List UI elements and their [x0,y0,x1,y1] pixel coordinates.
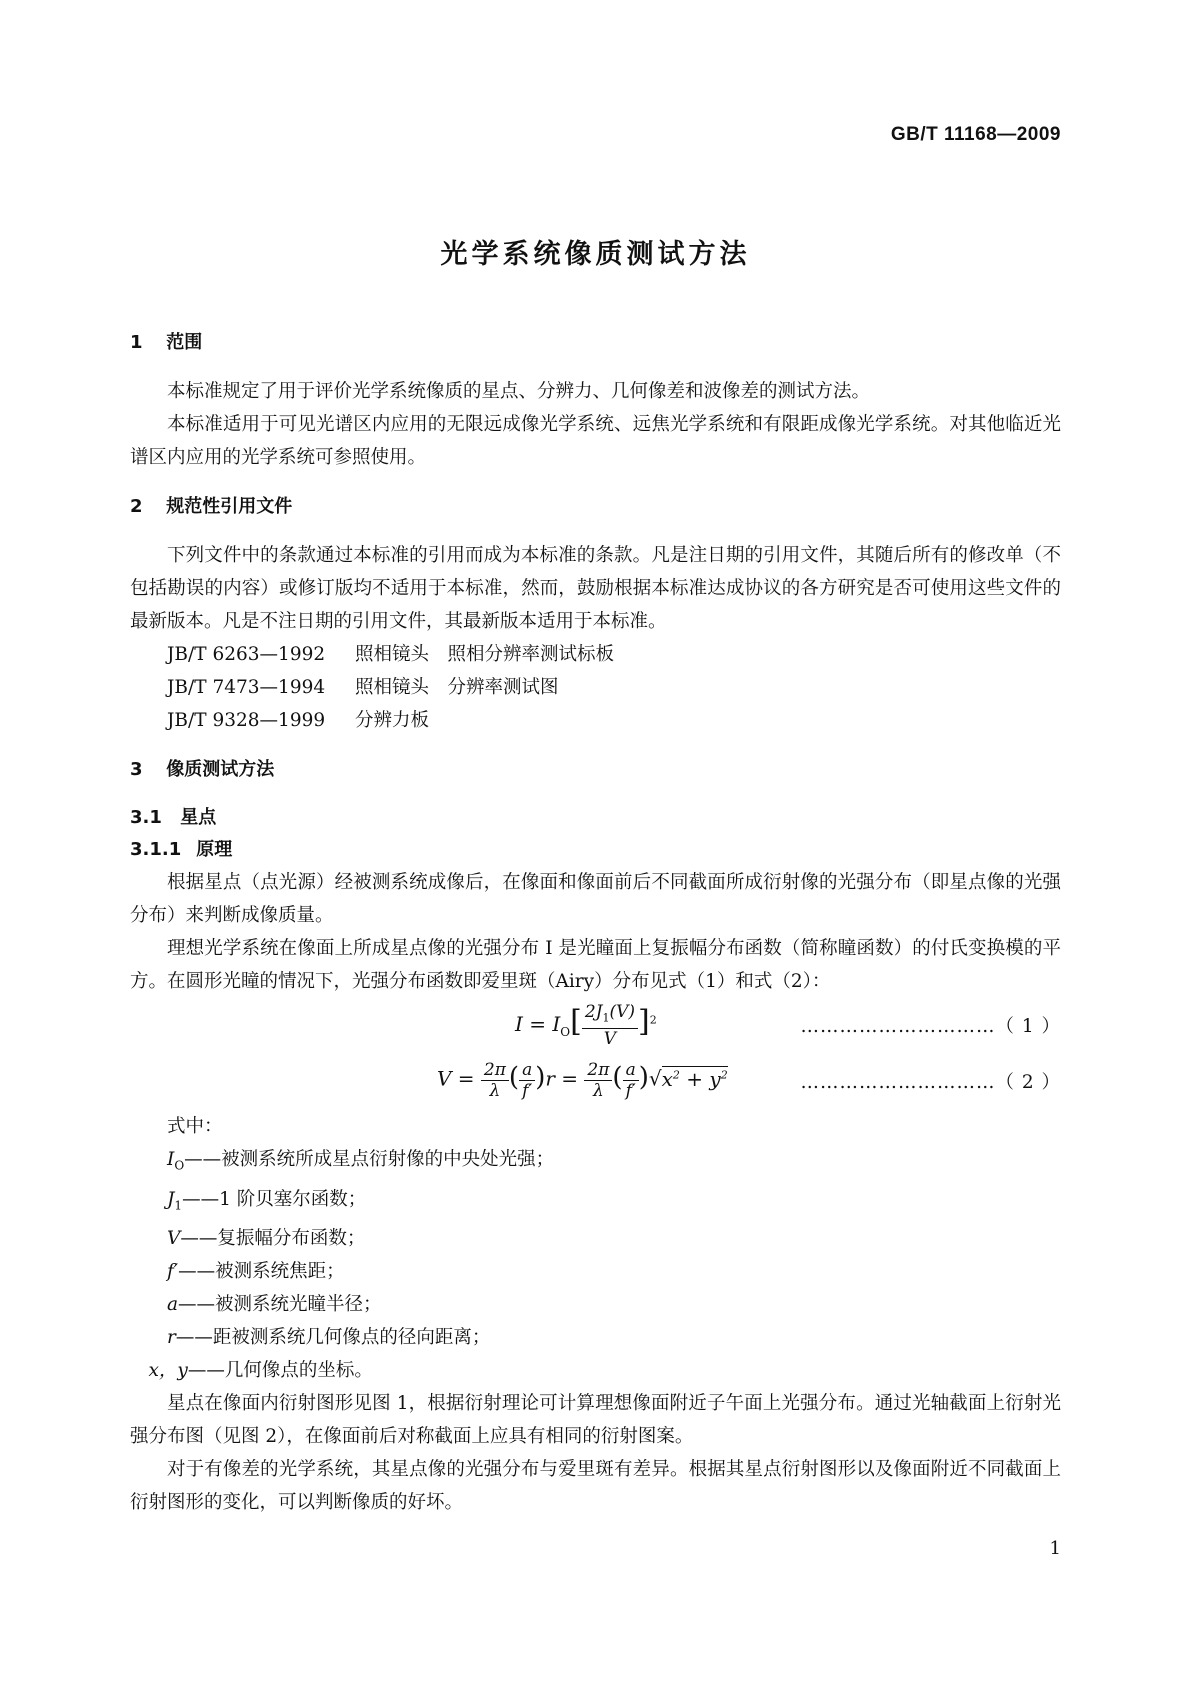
symbol-desc: ——被测系统焦距； [178,1261,345,1283]
section-number: 3.1 [130,807,162,828]
symbol-desc: ——被测系统所成星点衍射像的中央处光强； [184,1149,555,1170]
document-body [130,326,1061,1519]
standard-number: GB/T 11168—2009 [890,124,1061,145]
paragraph: 本标准规定了用于评价光学系统像质的星点、分辨力、几何像差和波像差的测试方法。 [167,381,871,402]
reference-item [130,671,1061,704]
reference-code: JB/T 7473—1994 [167,677,326,698]
section-number: 3.1.1 [130,839,182,860]
reference-title: 照相镜头 照相分辨率测试标板 [355,644,615,665]
symbol-desc: ——被测系统光瞳半径； [178,1294,382,1316]
section-number: 3 [130,759,143,780]
symbol-item [167,1143,1061,1183]
paragraph: 本标准适用于可见光谱区内应用的无限远成像光学系统、远焦光学系统和有限距成像光学系统。对其他临近光谱区内应用的光学系统可参照使用。 [130,414,1061,468]
section-title: 星点 [180,807,217,828]
symbol-item [167,1321,1061,1354]
symbol-desc: ——距被测系统几何像点的径向距离； [175,1327,491,1349]
symbol: a [167,1294,179,1316]
reference-code: JB/T 9328—1999 [167,710,326,731]
document-title: 光学系统像质测试方法 [440,239,751,270]
section-title: 原理 [196,839,233,860]
amplitude-formula: V = $\frac{2\pi}{\lambda}$ ( $\frac{a}{f'}$ )r = $\frac{2\pi}{\lambda}$ ( $\frac{a}{f'}$ )$√x^2 + y^2$ [437,1059,728,1101]
equation-number: …………………………（ 2 ） [800,1072,1061,1093]
symbol-item [167,1183,1061,1223]
symbol: V [167,1228,181,1250]
symbol-desc: ——几何像点的坐标。 [187,1360,373,1382]
symbol-desc: ——复振幅分布函数； [180,1228,366,1250]
symbol: $J_1$ [167,1188,183,1213]
reference-title: 照相镜头 分辨率测试图 [355,677,559,698]
paragraph: 根据星点（点光源）经被测系统成像后，在像面和像面前后不同截面所成衍射像的光强分布（即星点像的光强分布）来判断成像质量。 [130,872,1061,926]
symbol: f′ [167,1261,179,1283]
symbol: x，y [148,1360,188,1382]
reference-code: JB/T 6263—1992 [167,644,326,665]
symbol-item [167,1222,1061,1255]
section-title: 像质测试方法 [166,759,275,780]
equation-1 [130,998,1061,1054]
section-number: 1 [130,332,143,353]
paragraph: 星点在像面内衍射图形见图 1，根据衍射理论可计算理想像面附近子午面上光强分布。通过光轴截面上衍射光强分布图（见图 2），在像面前后对称截面上应具有相同的衍射图案。 [130,1393,1061,1448]
paragraph: 下列文件中的条款通过本标准的引用而成为本标准的条款。凡是注日期的引用文件，其随后所有的修改单（不包括勘误的内容）或修订版均不适用于本标准，然而，鼓励根据本标准达成协议的各方研究是否可使用这些文件的最新版本。凡是不注日期的引用文件，其最新版本适用于本标准。 [130,545,1061,632]
page-number: 1 [1049,1538,1061,1559]
symbol-item [149,1354,1062,1387]
section-3-1-heading [130,802,1061,834]
symbol-item [167,1255,1061,1288]
reference-title: 分辨力板 [355,710,430,731]
section-2-heading [130,490,1061,523]
symbol-list [130,1143,1061,1387]
paragraph: 理想光学系统在像面上所成星点像的光强分布 I 是光瞳面上复振幅分布函数（简称瞳函数）的付氏变换模的平方。在圆形光瞳的情况下，光强分布函数即爱里斑（Airy）分布见式（1）和式（2）： [130,938,1061,992]
section-3-heading [130,753,1061,786]
symbol-item [167,1288,1061,1321]
reference-item [130,704,1061,737]
airy-intensity-formula: $I = I_O$[ $\frac{2J_1(V)}{V}$ ]$^2$ [515,1002,657,1050]
paragraph: 对于有像差的光学系统，其星点像的光强分布与爱里斑有差异。根据其星点衍射图形以及像面附近不同截面上衍射图形的变化，可以判断像质的好坏。 [130,1459,1061,1514]
section-title: 范围 [166,332,203,353]
equation-number: …………………………（ 1 ） [800,1016,1061,1037]
section-number: 2 [130,496,143,517]
equation-2 [130,1054,1061,1110]
symbol-desc: ——1 阶贝塞尔函数； [182,1188,367,1210]
symbol: $I_O$ [167,1149,185,1173]
paragraph: 式中： [167,1116,223,1137]
reference-item [130,638,1061,671]
section-3-1-1-heading [130,834,1061,866]
section-1-heading [130,326,1061,359]
section-title: 规范性引用文件 [166,496,293,517]
symbol: r [167,1327,176,1349]
